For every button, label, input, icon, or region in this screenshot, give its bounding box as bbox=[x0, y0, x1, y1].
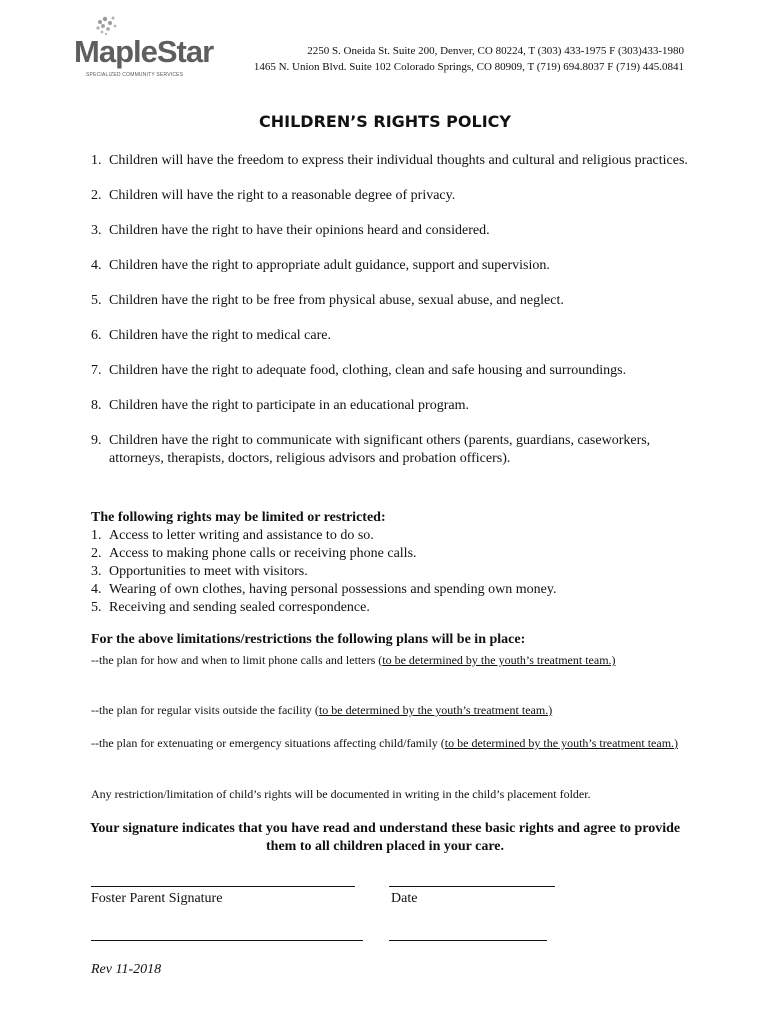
item-number: 1. bbox=[91, 528, 102, 543]
list-item bbox=[91, 545, 711, 563]
list-item bbox=[91, 222, 691, 240]
item-number: 6. bbox=[91, 328, 102, 343]
item-text: Children have the right to participate in an educational program. bbox=[109, 398, 469, 413]
item-text: Access to letter writing and assistance to do so. bbox=[109, 528, 374, 543]
item-text: Receiving and sending sealed correspondence. bbox=[109, 600, 370, 615]
plan-underlined-text: to be determined by the youth’s treatment team.) bbox=[444, 736, 679, 750]
item-text: Children will have the right to a reasonable degree of privacy. bbox=[109, 188, 456, 203]
list-item bbox=[91, 432, 691, 468]
list-item bbox=[91, 327, 691, 345]
plans-heading: For the above limitations/restrictions the following plans will be in place: bbox=[91, 632, 526, 647]
item-number: 8. bbox=[91, 398, 102, 413]
foster-parent-signature-label: Foster Parent Signature bbox=[91, 891, 223, 906]
item-number: 1. bbox=[91, 153, 102, 168]
limitations-list bbox=[91, 527, 711, 617]
item-text: Access to making phone calls or receiving phone calls. bbox=[109, 546, 417, 561]
item-number: 4. bbox=[91, 582, 102, 597]
item-number: 9. bbox=[91, 433, 102, 448]
item-text: Opportunities to meet with visitors. bbox=[109, 564, 308, 579]
documentation-note: Any restriction/limitation of child’s rights will be documented in writing in the child’s placement folder. bbox=[91, 787, 591, 801]
signature-statement bbox=[0, 820, 770, 856]
date-line[interactable] bbox=[389, 886, 555, 887]
list-item bbox=[91, 362, 691, 380]
denver-address: 2250 S. Oneida St. Suite 200, Denver, CO 80224, T (303) 433-1975 F (303)433-1980 bbox=[307, 45, 684, 57]
rights-list bbox=[91, 152, 691, 468]
list-item bbox=[91, 581, 711, 599]
limitations-heading: The following rights may be limited or restricted: bbox=[91, 510, 386, 525]
second-date-line[interactable] bbox=[389, 940, 547, 941]
plan-visits bbox=[91, 702, 691, 718]
plan-text: --the plan for regular visits outside the facility ( bbox=[91, 703, 319, 717]
item-number: 4. bbox=[91, 258, 102, 273]
item-number: 7. bbox=[91, 363, 102, 378]
revision-label: Rev 11-2018 bbox=[91, 962, 162, 977]
item-number: 2. bbox=[91, 188, 102, 203]
list-item bbox=[91, 397, 691, 415]
maplestar-logo bbox=[74, 14, 214, 84]
item-number: 2. bbox=[91, 546, 102, 561]
item-number: 5. bbox=[91, 293, 102, 308]
colorado-springs-address: 1465 N. Union Blvd. Suite 102 Colorado Springs, CO 80909, T (719) 694.8037 F (719) 445.0841 bbox=[253, 61, 684, 73]
list-item bbox=[91, 152, 691, 170]
item-text: Children have the right to communicate with significant others (parents, guardians, caseworkers, attorneys, therapists, doctors, religious advisors and probation officers). bbox=[109, 433, 651, 466]
logo-tagline: SPECIALIZED COMMUNITY SERVICES bbox=[86, 72, 184, 78]
plan-emergency bbox=[91, 735, 691, 751]
date-label: Date bbox=[391, 891, 418, 906]
list-item bbox=[91, 187, 691, 205]
item-number: 3. bbox=[91, 564, 102, 579]
foster-parent-signature-line[interactable] bbox=[91, 886, 355, 887]
item-text: Children have the right to have their opinions heard and considered. bbox=[109, 223, 490, 238]
item-number: 5. bbox=[91, 600, 102, 615]
plan-underlined-text: to be determined by the youth’s treatment team.) bbox=[382, 653, 616, 667]
item-text: Children have the right to be free from physical abuse, sexual abuse, and neglect. bbox=[109, 293, 564, 308]
item-text: Wearing of own clothes, having personal possessions and spending own money. bbox=[109, 582, 557, 597]
list-item bbox=[91, 599, 711, 617]
plan-phone-letters bbox=[91, 652, 691, 668]
signature-statement-text: Your signature indicates that you have read and understand these basic rights and agree to provide them to all children placed in your care. bbox=[89, 821, 681, 854]
second-signature-line[interactable] bbox=[91, 940, 363, 941]
item-text: Children have the right to medical care. bbox=[109, 328, 331, 343]
list-item bbox=[91, 257, 691, 275]
item-text: Children have the right to adequate food, clothing, clean and safe housing and surroundings. bbox=[109, 363, 627, 378]
list-item bbox=[91, 527, 711, 545]
logo-wordmark: MapleStar bbox=[74, 34, 214, 69]
plan-text: --the plan for extenuating or emergency situations affecting child/family ( bbox=[91, 736, 445, 750]
item-text: Children will have the freedom to express their individual thoughts and cultural and religious practices. bbox=[109, 153, 688, 168]
plan-text: --the plan for how and when to limit phone calls and letters ( bbox=[91, 653, 383, 667]
item-number: 3. bbox=[91, 223, 102, 238]
plan-underlined-text: to be determined by the youth’s treatment team.) bbox=[318, 703, 553, 717]
page-title: CHILDREN’S RIGHTS POLICY bbox=[259, 112, 511, 131]
list-item bbox=[91, 292, 691, 310]
list-item bbox=[91, 563, 711, 581]
item-text: Children have the right to appropriate adult guidance, support and supervision. bbox=[109, 258, 550, 273]
